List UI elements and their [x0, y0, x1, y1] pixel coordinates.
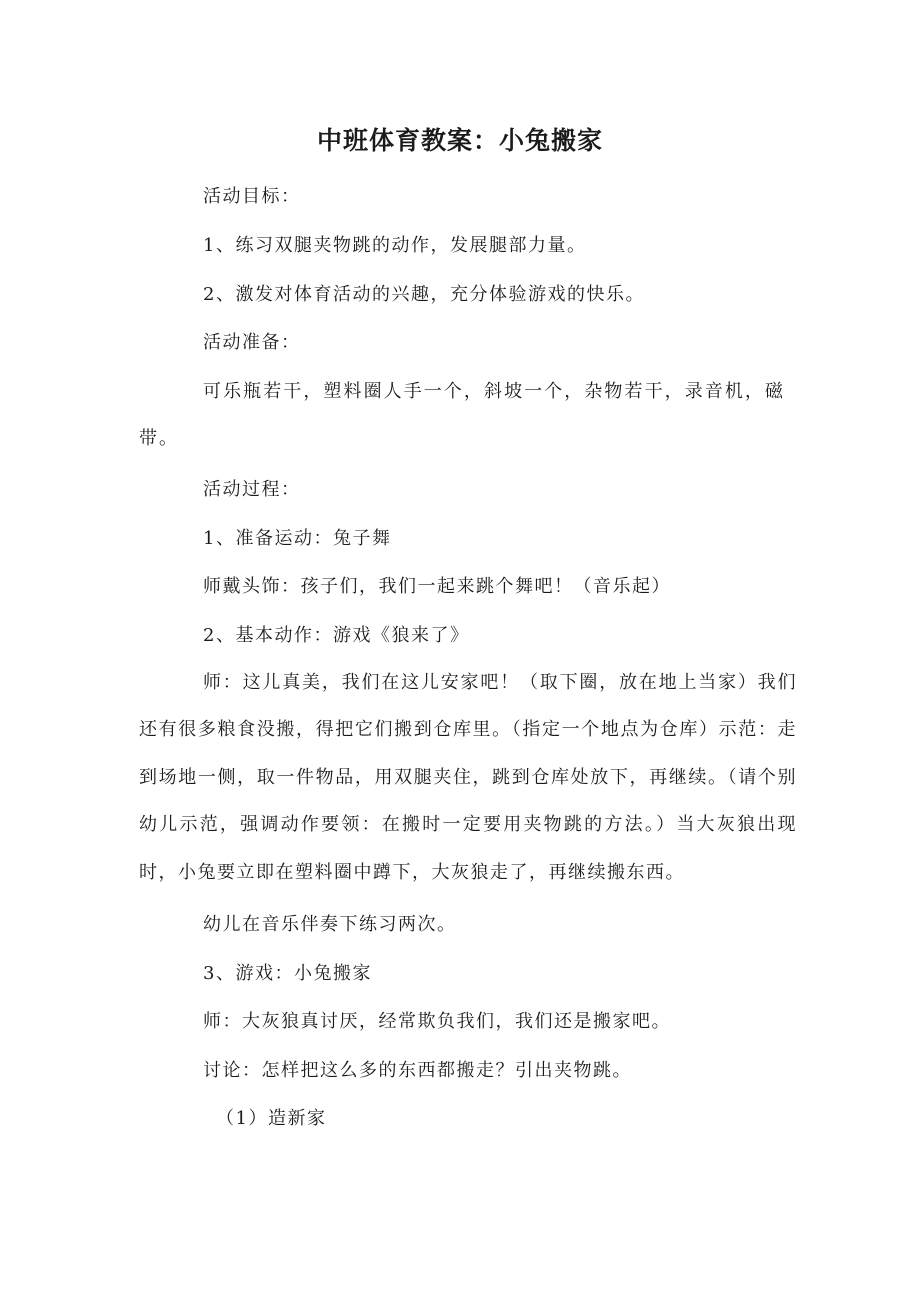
step-3-heading: 3、游戏：小兔搬家 [203, 963, 372, 984]
sub-item-1: （1）造新家 [216, 1108, 327, 1129]
step-1-paragraph: 师戴头饰：孩子们，我们一起来跳个舞吧！（音乐起） [203, 576, 671, 597]
step-2-heading: 2、基本动作：游戏《狼来了》 [203, 625, 470, 646]
goal-item-1: 1、练习双腿夹物跳的动作，发展腿部力量。 [203, 235, 587, 256]
step-2-practice: 幼儿在音乐伴奏下练习两次。 [203, 914, 457, 935]
goals-heading: 活动目标： [203, 186, 301, 207]
prep-paragraph: 可乐瓶若干，塑料圈人手一个，斜坡一个，杂物若干，录音机，磁带。 [139, 381, 785, 449]
goal-item-2: 2、激发对体育活动的兴趣，充分体验游戏的快乐。 [203, 284, 645, 305]
document-title: 中班体育教案：小兔搬家 [316, 126, 603, 155]
process-heading: 活动过程： [203, 479, 301, 500]
step-2-paragraph: 师：这儿真美，我们在这儿安家吧！（取下圈，放在地上当家）我们还有很多粮食没搬，得把它们搬到仓库里。（指定一个地点为仓库）示范：走到场地一侧，取一件物品，用双腿夹住，跳到仓库处放下，再继续。（请个别幼儿示范，强调动作要领：在搬时一定要用夹物跳的方法。）当大灰狼出现时，小兔要立即在塑料圈中蹲下，大灰狼走了，再继续搬东西。 [139, 672, 797, 883]
prep-heading: 活动准备： [203, 332, 301, 353]
step-3-paragraph: 师：大灰狼真讨厌，经常欺负我们，我们还是搬家吧。 [203, 1011, 671, 1032]
discussion-paragraph: 讨论：怎样把这么多的东西都搬走？引出夹物跳。 [203, 1060, 632, 1081]
step-1-heading: 1、准备运动：兔子舞 [203, 528, 392, 549]
